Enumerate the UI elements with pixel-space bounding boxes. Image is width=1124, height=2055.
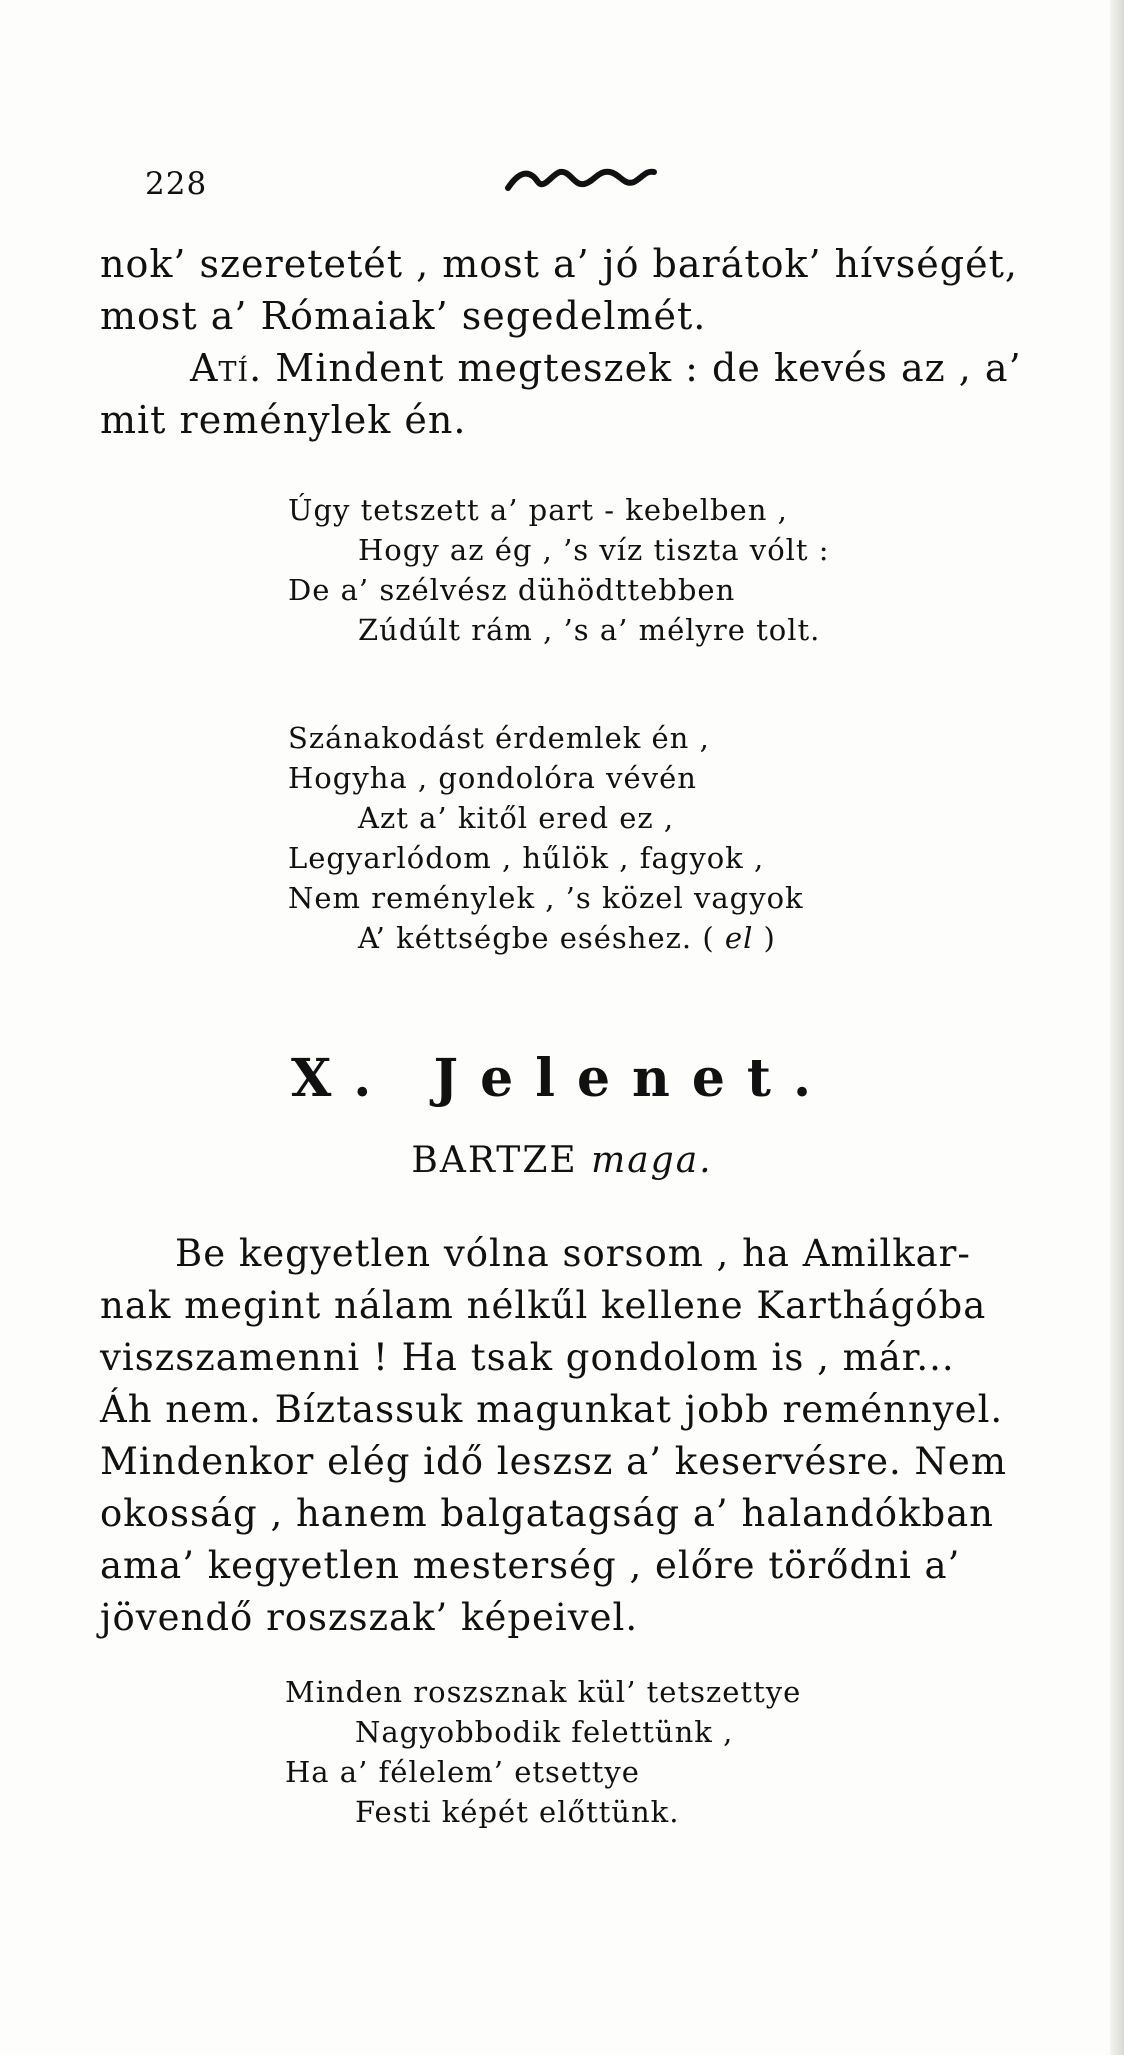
- verse-line: Hogyha , gondolóra vévén: [288, 761, 697, 795]
- text-line: nak megint nálam nélkűl kellene Karthágóba: [100, 1284, 987, 1327]
- text-line: viszszamenni ! Ha tsak gondolom is , már...: [100, 1336, 955, 1379]
- verse-line: Nem reménylek , ’s közel vagyok: [288, 881, 804, 915]
- bartze-paragraph: [100, 1228, 1060, 1644]
- text-line: [100, 342, 1060, 394]
- header-ornament-icon: [500, 160, 660, 200]
- verse-line: De a’ szélvész dühödttebben: [288, 573, 736, 607]
- character-heading: [0, 1140, 1124, 1181]
- page-header: [145, 160, 1045, 210]
- page-edge-shadow: [1110, 0, 1124, 2055]
- scene-title: X. Jelenet.: [290, 1048, 834, 1109]
- verse-line: Úgy tetszett a’ part - kebelben ,: [288, 493, 788, 527]
- text-line: okosság , hanem balgatagság a’ halandókban: [100, 1492, 995, 1535]
- text-line: mit reménylek én.: [100, 398, 467, 442]
- page-number: 228: [145, 166, 208, 202]
- verse-line: Legyarlódom , hűlök , fagyok ,: [288, 841, 765, 875]
- verse-line: Ha a’ félelem’ etsettye: [285, 1755, 640, 1789]
- opening-paragraph: [100, 238, 1060, 342]
- verse-line: Zúdúlt rám , ’s a’ mélyre tolt.: [358, 613, 821, 647]
- verse-line: Szánakodást érdemlek én ,: [288, 721, 710, 755]
- verse-text: A’ kéttségbe eséshez.: [358, 921, 693, 955]
- verse-stanza-1: [288, 490, 830, 650]
- verse-line: Minden roszsznak kül’ tetszettye: [285, 1675, 802, 1709]
- text-line: nok’ szeretetét , most a’ jó barátok’ hívségét,: [100, 242, 1018, 286]
- verse-line: [288, 918, 804, 958]
- verse-stanza-3: [285, 1672, 801, 1832]
- character-name: BARTZE: [411, 1140, 578, 1181]
- stage-direction: el: [724, 921, 754, 955]
- speaker-name: Atí.: [190, 346, 263, 390]
- text-line: Áh nem. Bíztassuk magunkat jobb reménnyel.: [100, 1388, 1004, 1431]
- verse-line: Festi képét előttünk.: [355, 1795, 680, 1829]
- text-line: Mindenkor elég idő leszsz a’ keservésre. Nem: [100, 1440, 1007, 1483]
- speech-text: Mindent megteszek : de kevés az , a’: [262, 346, 1022, 390]
- ati-speech: [100, 342, 1060, 446]
- text-line: ama’ kegyetlen mesterség , előre törődni a’: [100, 1544, 961, 1587]
- stage-direction-open: (: [692, 921, 725, 955]
- text-line: jövendő roszszak’ képeivel.: [100, 1596, 639, 1639]
- text-line: Be kegyetlen vólna sorsom , ha Amilkar-: [175, 1232, 971, 1275]
- verse-stanza-2: [288, 718, 804, 958]
- text-line: most a’ Rómaiak’ segedelmét.: [100, 294, 707, 338]
- verse-line: Azt a’ kitől ered ez ,: [358, 801, 675, 835]
- stage-direction-close: ): [753, 921, 776, 955]
- verse-line: Hogy az ég , ’s víz tiszta vólt :: [358, 533, 830, 567]
- verse-line: Nagyobbodik felettünk ,: [355, 1715, 734, 1749]
- character-note: maga.: [591, 1140, 713, 1181]
